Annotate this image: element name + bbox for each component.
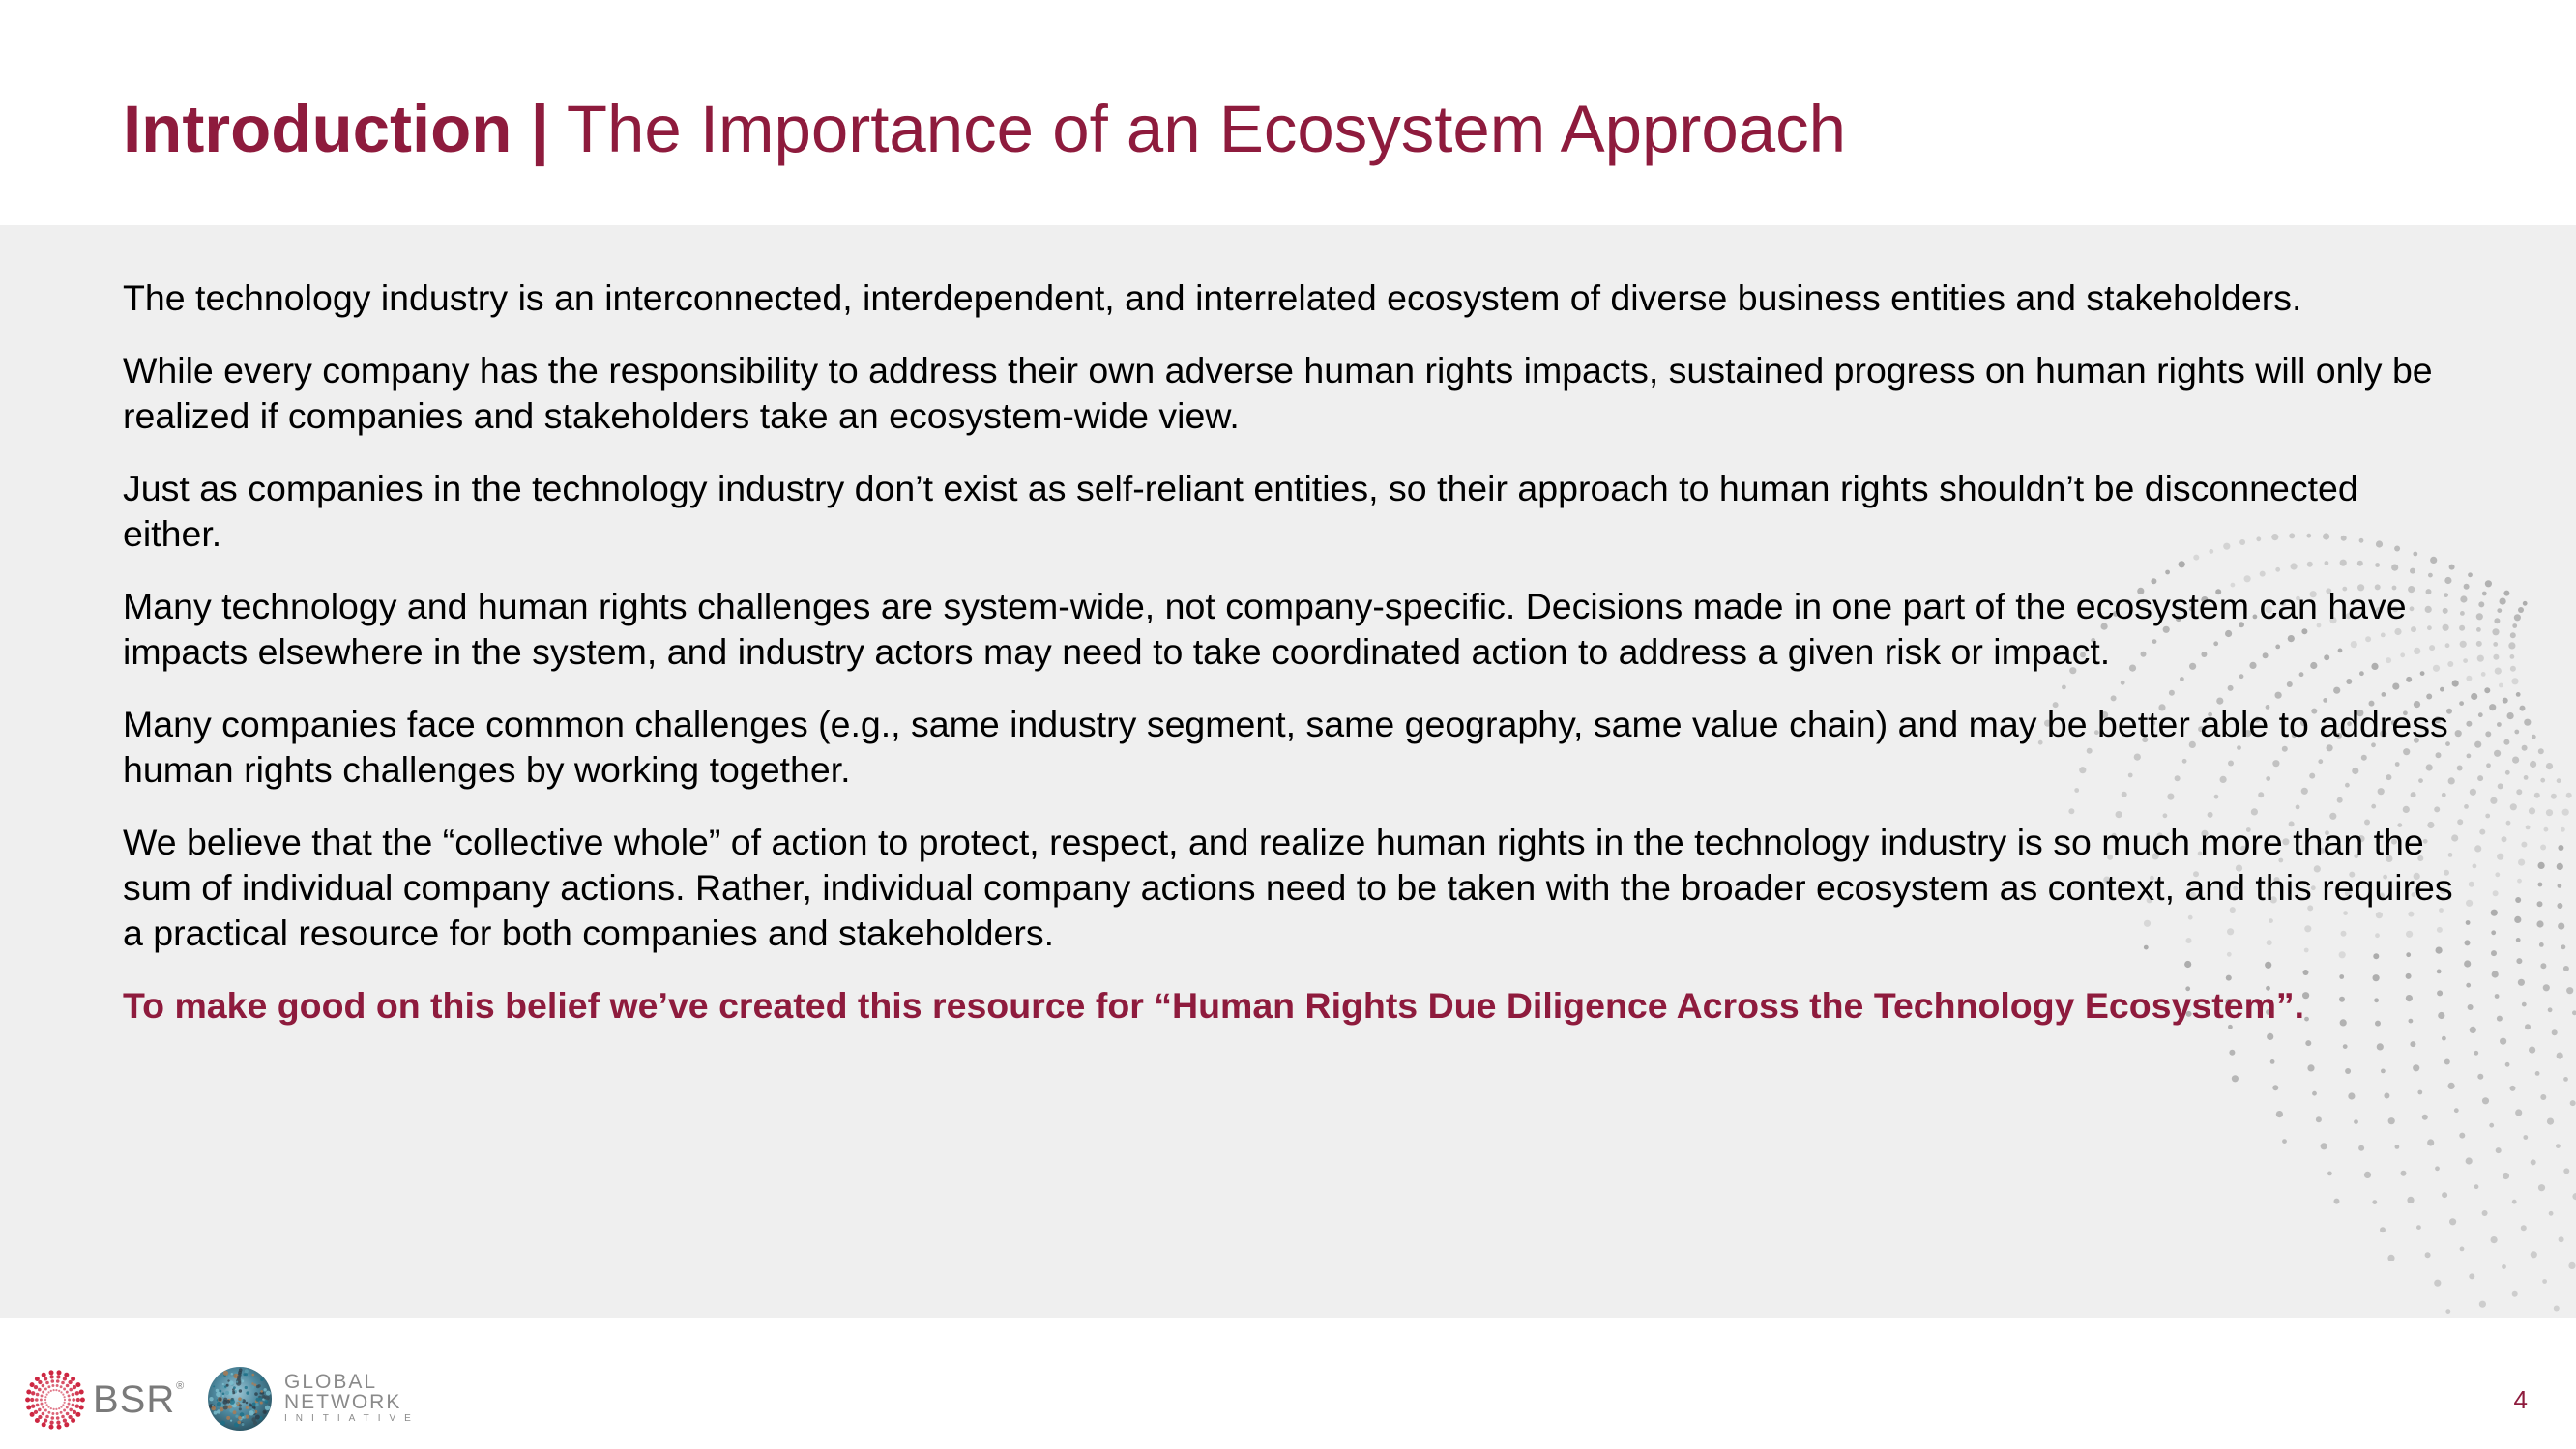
slide-header — [0, 0, 2576, 225]
paragraph-common-challenges: Many companies face common challenges (e.g., same industry segment, same geography, same value chain) and may be better able to address human rights challenges by working together. — [123, 704, 2448, 790]
bsr-logo-text — [93, 1377, 186, 1422]
bsr-wordmark: BSR — [93, 1377, 176, 1421]
gni-logo — [203, 1360, 420, 1437]
gni-word-network: NETWORK — [284, 1391, 402, 1413]
slide-title — [123, 89, 1846, 170]
gni-wordmark — [284, 1372, 420, 1426]
title-topic: The Importance of an Ecosystem Approach — [548, 92, 1847, 166]
paragraph-system-wide-challenges: Many technology and human rights challenges are system-wide, not company-specific. Decisions made in one part of the ecosystem can have impacts elsewhere in the system, and industry actors may need to take coordinated action to address a given risk or impact. — [123, 586, 2407, 672]
title-section-label: Introduction | — [123, 92, 549, 166]
gni-globe-icon — [203, 1362, 277, 1435]
content-area — [0, 225, 2576, 1318]
page-number: 4 — [2513, 1385, 2528, 1414]
slide-footer — [0, 1318, 2576, 1449]
paragraph-company-responsibility: While every company has the responsibility to address their own adverse human rights impacts, sustained progress on human rights will only be realized if companies and stakeholders take an ecosystem-wide view. — [123, 350, 2433, 436]
paragraph-not-self-reliant: Just as companies in the technology industry don’t exist as self-reliant entities, so their approach to human rights shouldn’t be disconnected either. — [123, 468, 2358, 554]
closing-statement: To make good on this belief we’ve created this resource for “Human Rights Due Diligence Across the Technology Ecosystem”. — [123, 985, 2305, 1026]
gni-word-initiative: INITIATIVE — [284, 1413, 420, 1424]
bsr-trademark: ® — [176, 1379, 186, 1392]
paragraph-collective-whole: We believe that the “collective whole” of action to protect, respect, and realize human rights in the technology industry is so much more than the sum of individual company actions. Rather, individual company actions need to be taken with the broader ecosystem as context, and this requires a practical resource for both companies and stakeholders. — [123, 822, 2453, 953]
gni-word-global: GLOBAL — [284, 1371, 378, 1393]
paragraph-ecosystem-definition: The technology industry is an interconnected, interdependent, and interrelated ecosystem of diverse business entities and stakeholders. — [123, 277, 2302, 318]
bsr-logo — [25, 1366, 186, 1434]
body-text — [123, 275, 2463, 1056]
bsr-starburst-icon — [25, 1370, 85, 1430]
